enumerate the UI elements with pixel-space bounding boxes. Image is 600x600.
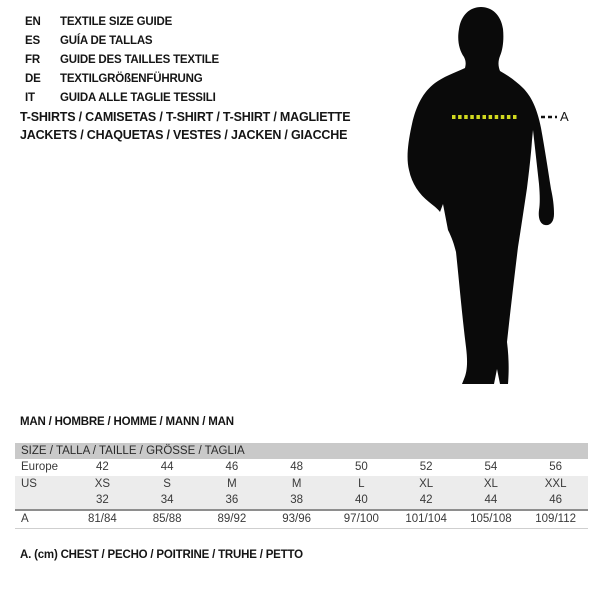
- table-cell: 44: [484, 494, 498, 506]
- language-row: [25, 89, 219, 108]
- language-code: FR: [25, 54, 40, 66]
- table-cell: 38: [290, 494, 304, 506]
- table-cell: 34: [160, 494, 174, 506]
- table-cell: S: [163, 478, 171, 490]
- table-row-chest-a: [15, 509, 588, 528]
- footnote-chest: A. (cm) CHEST / PECHO / POITRINE / TRUHE / PETTO: [20, 549, 303, 561]
- language-row: [25, 51, 219, 70]
- language-code: ES: [25, 35, 40, 47]
- product-category-lines: [20, 108, 350, 144]
- man-silhouette: [408, 7, 554, 384]
- table-row-europe: [15, 459, 588, 476]
- table-cell: 40: [354, 494, 368, 506]
- measure-label-a: A: [560, 109, 569, 124]
- table-cell: 50: [354, 461, 368, 473]
- table-cell: 101/104: [405, 513, 447, 525]
- table-cell: 44: [160, 461, 174, 473]
- language-row: [25, 32, 219, 51]
- language-code: IT: [25, 92, 35, 104]
- language-code: DE: [25, 73, 41, 85]
- table-cell: M: [227, 478, 237, 490]
- language-label: GUIDA ALLE TAGLIE TESSILI: [60, 92, 216, 104]
- language-label: TEXTILGRÖßENFÜHRUNG: [60, 73, 203, 85]
- size-table: [15, 443, 588, 529]
- table-cell: 52: [419, 461, 433, 473]
- language-row: [25, 13, 219, 32]
- language-label: GUIDE DES TAILLES TEXTILE: [60, 54, 219, 66]
- product-line-tshirts: T-SHIRTS / CAMISETAS / T-SHIRT / T-SHIRT / MAGLIETTE: [20, 110, 351, 124]
- table-cell: 109/112: [535, 513, 576, 525]
- table-cell: XL: [419, 478, 434, 490]
- language-row: [25, 70, 219, 89]
- measurement-figure: [400, 0, 600, 400]
- table-cell: 46: [549, 494, 563, 506]
- row-label: US: [21, 478, 37, 490]
- table-cell: 42: [419, 494, 433, 506]
- language-list: [25, 13, 219, 108]
- table-cell: 42: [95, 461, 109, 473]
- table-cell: 93/96: [282, 513, 312, 525]
- table-cell: 32: [95, 494, 109, 506]
- table-cell: XS: [94, 478, 111, 490]
- man-silhouette-svg: [400, 0, 600, 400]
- table-row-unlabeled: [15, 492, 588, 509]
- section-title-man: MAN / HOMBRE / HOMME / MANN / MAN: [20, 416, 234, 428]
- table-cell: 81/84: [87, 513, 117, 525]
- product-line-jackets: JACKETS / CHAQUETAS / VESTES / JACKEN / GIACCHE: [20, 128, 348, 142]
- table-cell: 46: [225, 461, 239, 473]
- table-row-us: [15, 476, 588, 492]
- table-cell: M: [291, 478, 302, 490]
- language-label: GUÍA DE TALLAS: [60, 35, 153, 47]
- table-cell: 85/88: [152, 513, 182, 525]
- table-cell: 54: [484, 461, 498, 473]
- table-cell: L: [358, 478, 365, 490]
- table-cell: 89/92: [217, 513, 247, 525]
- size-table-header: SIZE / TALLA / TAILLE / GRÖSSE / TAGLIA: [15, 443, 588, 459]
- row-label: A: [21, 513, 29, 525]
- language-label: TEXTILE SIZE GUIDE: [60, 16, 173, 28]
- table-cell: 56: [549, 461, 563, 473]
- table-cell: 97/100: [343, 513, 379, 525]
- row-label: Europe: [21, 461, 59, 473]
- table-cell: 48: [290, 461, 304, 473]
- table-cell: XL: [483, 478, 498, 490]
- table-cell: XXL: [544, 478, 567, 490]
- language-code: EN: [25, 16, 41, 28]
- table-cell: 105/108: [470, 513, 512, 525]
- table-cell: 36: [225, 494, 239, 506]
